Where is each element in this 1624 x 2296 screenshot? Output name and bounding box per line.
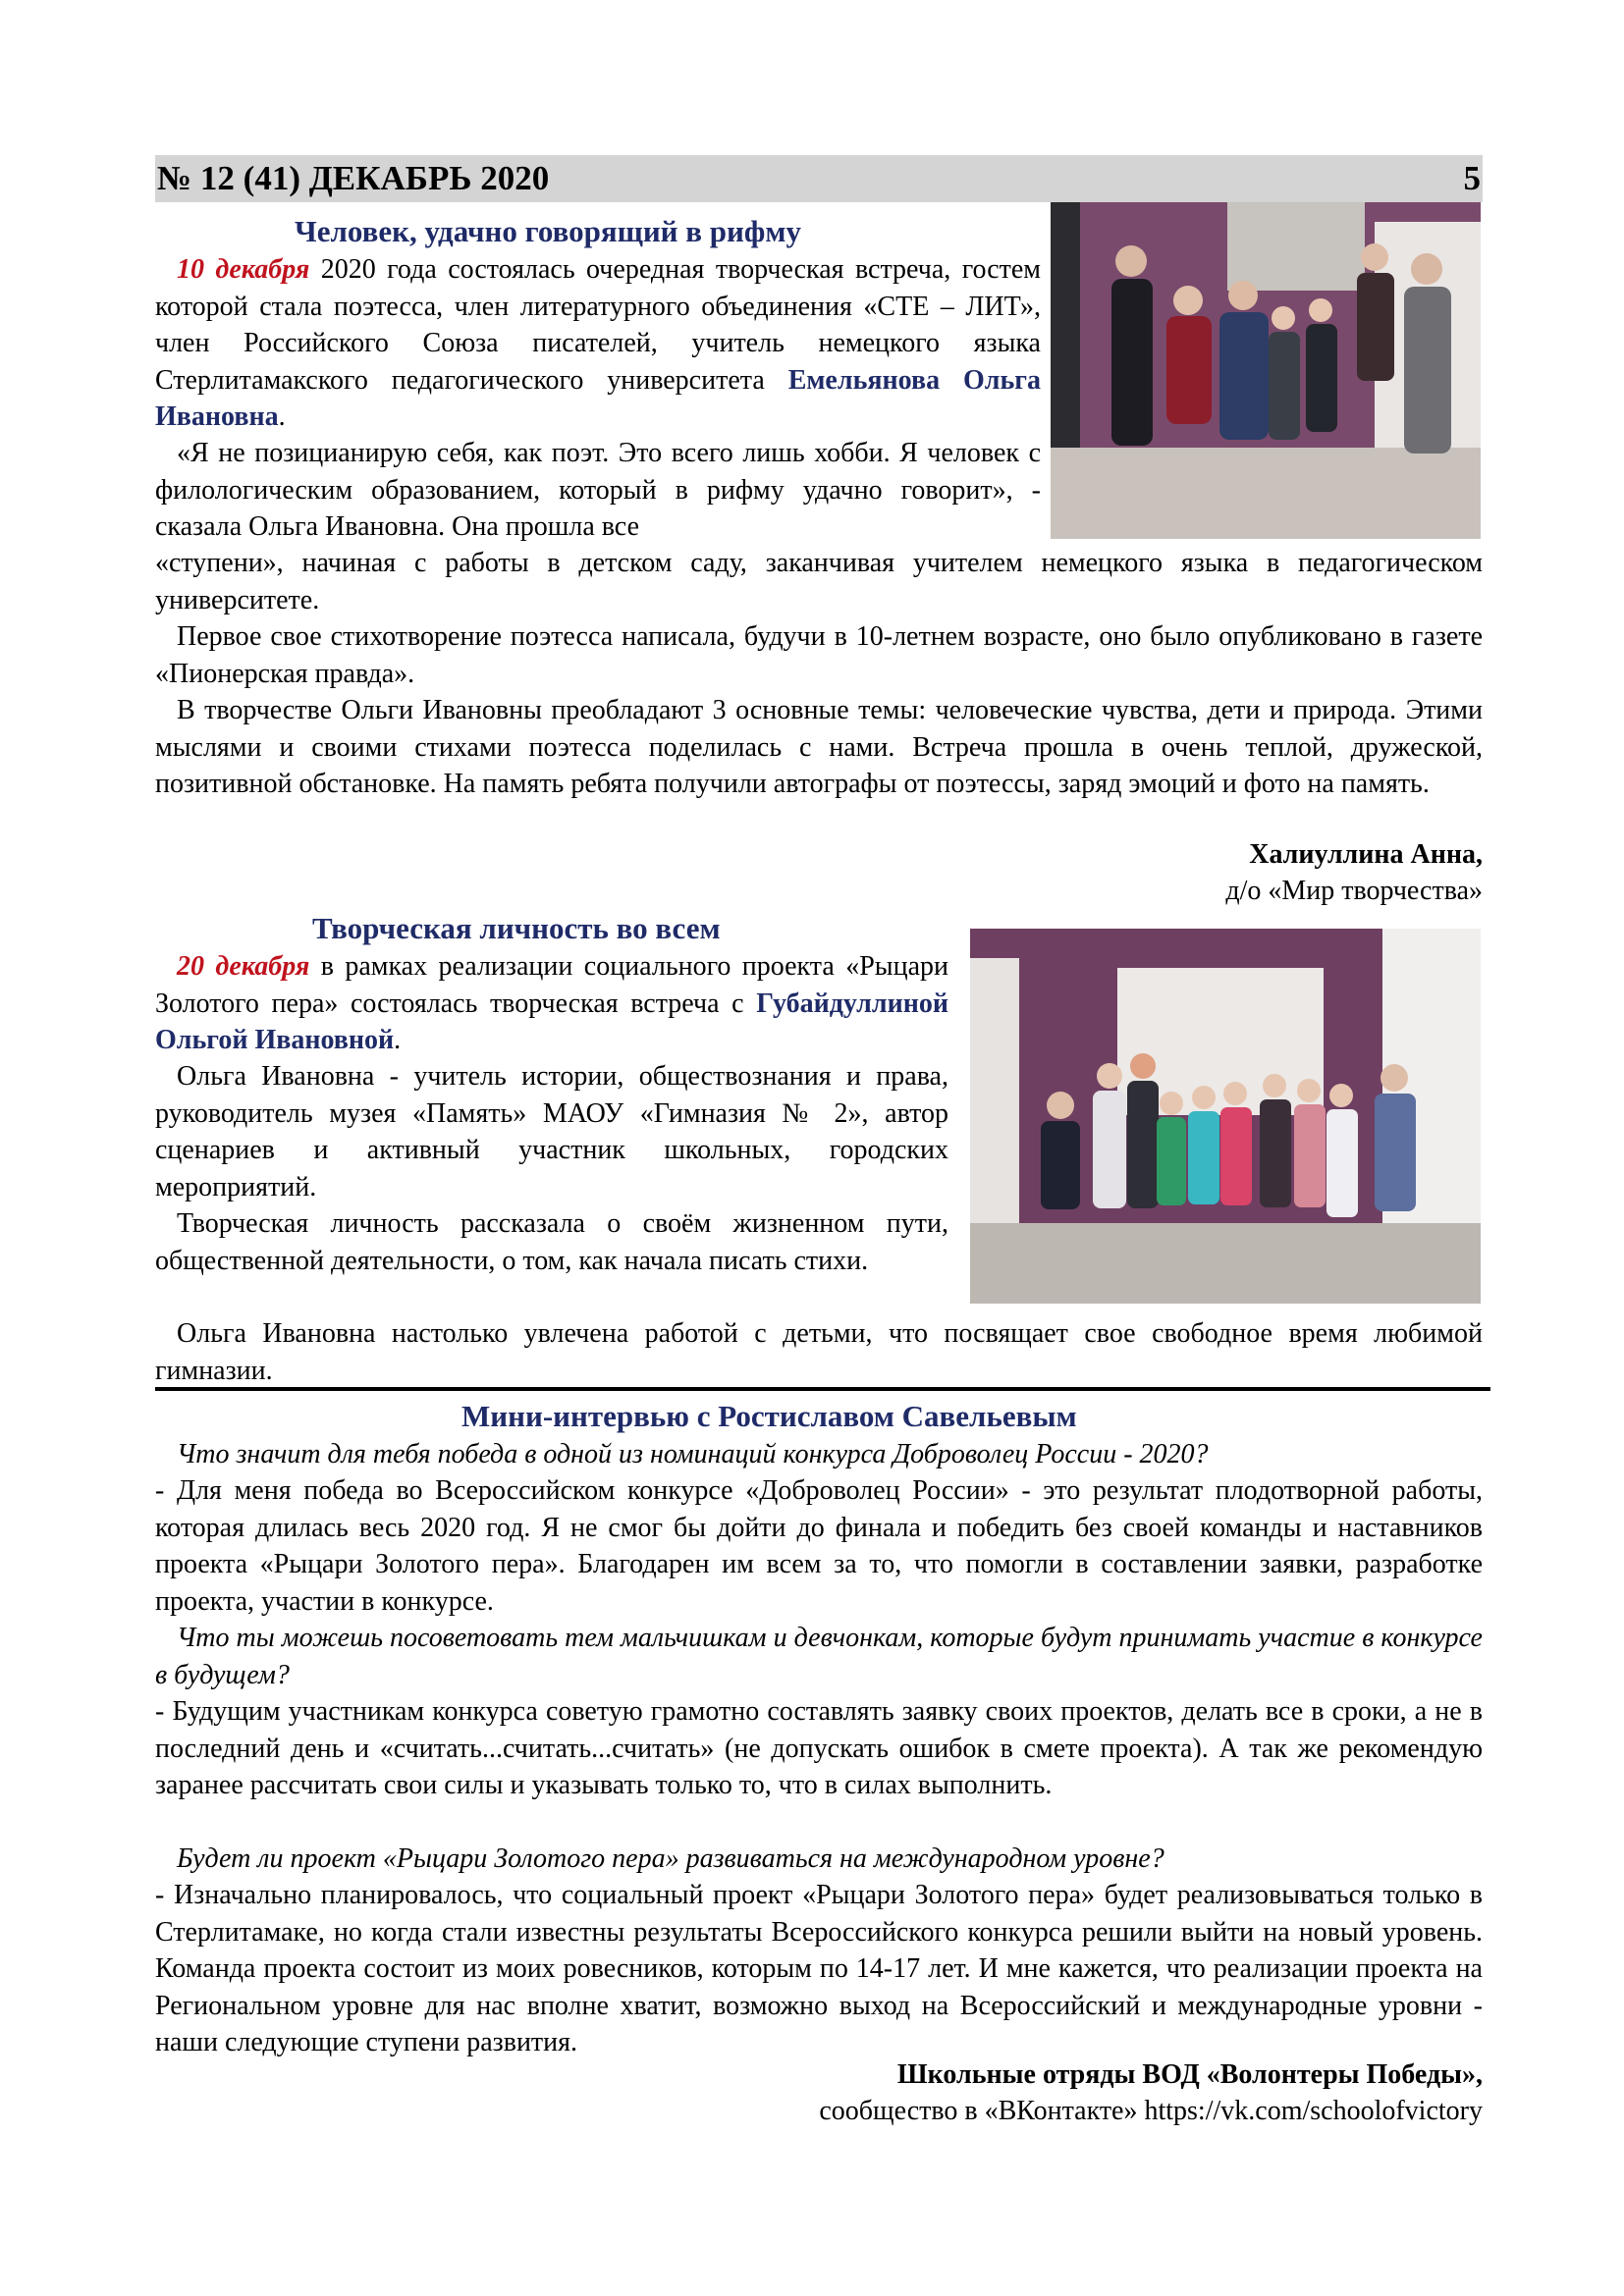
article2-date: 20 декабря	[177, 951, 310, 982]
article3-community: сообщество в «ВКонтакте» https://vk.com/schoolofvictory	[819, 2096, 1483, 2126]
article1-title: Человек, удачно говорящий в рифму	[295, 214, 801, 248]
interview-answer-3: - Изначально планировалось, что социальный проект «Рыцари Золотого пера» будет реализовываться только в Стерлитамаке, но когда стали известны результаты Всероссийского конкурса решили выйти на новый уровень. Команда проекта состоит из моих ровесников, которым по 14-17 лет. И мне кажется, что реализации проекта на Региональном уровне для нас вполне хватит, возможно выход на Всероссийский и международные уровни - наши следующие ступени развития.	[155, 1880, 1483, 2057]
article1-guest-name: Емельянова Ольга Ивановна	[155, 364, 1042, 432]
article2-paragraph-2: Ольга Ивановна - учитель истории, обществознания и права, руководитель музея «Память» МАОУ «Гимназия № 2», автор сценариев и активный участник школьных, городских мероприятий.	[155, 1061, 948, 1202]
article1-paragraph-2a: «Я не позицианирую себя, как поэт. Это всего лишь хобби. Я человек с филологическим образованием, который в рифму удачно говорит», - сказала Ольга Ивановна. Она прошла все	[155, 438, 1041, 542]
article1-paragraph-1: 10 декабря 2020 года состоялась очередная творческая встреча, гостем которой стала поэтесса, член литературного объединения «СТЕ – ЛИТ», член Российского Союза писателей, учитель немецкого языка Стерлитамакского педагогического университета Емельянова Ольга Ивановна.	[155, 254, 1042, 432]
article1-paragraph-4: В творчестве Ольги Ивановны преобладают 3 основные темы: человеческие чувства, дети и природа. Этими мыслями и своими стихами поэтесса поделилась с нами. Встреча прошла в очень теплой, дружеской, позитивной обстановке. На память ребята получили автографы от поэтессы, заряд эмоций и фото на память.	[155, 695, 1483, 799]
article3-title: Мини-интервью с Ростиславом Савельевым	[461, 1399, 1077, 1433]
article2-paragraph-3: Творческая личность рассказала о своём жизненном пути, общественной деятельности, о том, как начала писать стихи.	[155, 1208, 948, 1276]
article1-paragraph-2b: «ступени», начиная с работы в детском саду, заканчивая учителем немецкого языка в педагогическом университете.	[155, 548, 1483, 615]
page-header	[155, 155, 1483, 202]
page-number: 5	[1463, 159, 1481, 197]
article1-paragraph-3: Первое свое стихотворение поэтесса написала, будучи в 10-летнем возрасте, оно было опубликовано в газете «Пионерская правда».	[155, 621, 1483, 689]
interview-answer-1: - Для меня победа во Всероссийском конкурсе «Доброволец России» - это результат плодотворной работы, которая длилась весь 2020 год. Я не смог бы дойти до финала и победить без своей команды и наставников проекта «Рыцари Золотого пера». Благодарен им всем за то, что помогли в составлении заявки, разработке проекта, участии в конкурсе.	[155, 1475, 1483, 1617]
article2-photo	[970, 929, 1481, 1304]
interview-question-3: Будет ли проект «Рыцари Золотого пера» развиваться на международном уровне?	[177, 1843, 1164, 1874]
section-divider	[155, 1387, 1490, 1391]
article2-title: Творческая личность во всем	[312, 911, 721, 945]
article2-guest-name: Губайдуллиной Ольгой Ивановной	[155, 988, 948, 1055]
article1-org: д/о «Мир творчества»	[1225, 876, 1483, 906]
issue-label: № 12 (41) ДЕКАБРЬ 2020	[157, 159, 550, 197]
article1-photo	[1051, 202, 1481, 539]
article2-paragraph-4: Ольга Ивановна настолько увлечена работой с детьми, что посвящает свое свободное время любимой гимназии.	[155, 1318, 1483, 1386]
interview-question-2: Что ты можешь посоветовать тем мальчишкам и девчонкам, которые будут принимать участие в конкурсе в будущем?	[155, 1623, 1483, 1690]
article3-signature: Школьные отряды ВОД «Волонтеры Победы»,	[896, 2059, 1483, 2090]
article1-author: Халиуллина Анна,	[1249, 839, 1483, 870]
article2-paragraph-1: 20 декабря в рамках реализации социального проекта «Рыцари Золотого пера» состоялась творческая встреча с Губайдуллиной Ольгой Ивановной.	[155, 951, 948, 1055]
interview-question-1: Что значит для тебя победа в одной из номинаций конкурса Доброволец России - 2020?	[177, 1439, 1209, 1469]
article1-date: 10 декабря	[177, 254, 310, 285]
interview-answer-2: - Будущим участникам конкурса советую грамотно составлять заявку своих проектов, делать все в сроки, а не в последний день и «считать...считать...считать» (не допускать ошибок в смете проекта). А так же рекомендую заранее рассчитать свои силы и указывать только то, что в силах выполнить.	[155, 1696, 1483, 1800]
